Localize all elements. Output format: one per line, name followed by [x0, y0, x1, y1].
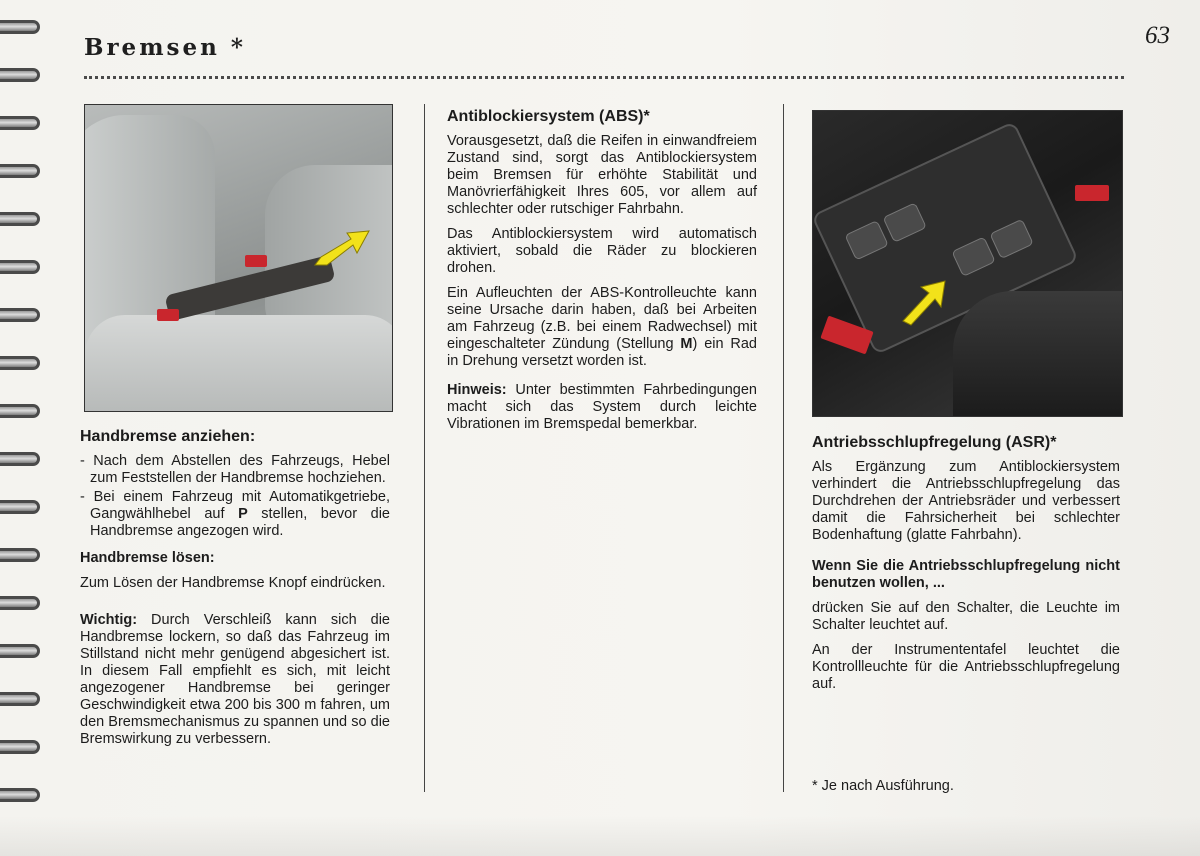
yellow-arrow-icon: [899, 277, 949, 327]
abs-paragraph-1: Vorausgesetzt, daß die Reifen in einwandfreiem Zustand sind, sorgt das Antiblockiersystem beim Bremsen für erhöhte Stabilität und Manövrierfähigkeit Ihres 605, vor allem auf schlechter oder rutschiger Fahrbahn.: [447, 133, 757, 217]
column-divider-1: [424, 104, 425, 792]
handbrake-release-heading: Handbremse lösen:: [80, 550, 215, 566]
footnote: * Je nach Ausführung.: [812, 778, 954, 794]
abs-paragraph-3: Ein Aufleuchten der ABS-Kontrolleuchte kann seine Ursache darin haben, daß bei Arbeiten am Fahrzeug (z.B. bei einem Radwechsel) mit eingeschalteter Zündung (Stellung M) ein Rad in Drehung versetzt worden ist.: [447, 285, 757, 369]
asr-heading: Antriebsschlupfregelung (ASR)*: [812, 434, 1057, 451]
asr-paragraph-3: An der Instrumententafel leuchtet die Kontrollleuchte für die Antriebsschlupfregelung auf.: [812, 642, 1120, 692]
abs-heading: Antiblockiersystem (ABS)*: [447, 108, 650, 125]
important-note: Wichtig: Durch Verschleiß kann sich die Handbremse lockern, so daß das Fahrzeug im Stillstand nicht mehr genügend abgesichert ist. In diesem Fall empfiehlt es sich, mit leicht angezogener Handbremse bei geringer Geschwindigkeit etwa 200 bis 300 m fahren, um den Bremsmechanismus zu spannen und so die Bremswirkung zu verbessern.: [80, 612, 390, 747]
abs-hint: Hinweis: Unter bestimmten Fahrbedingungen macht sich das System durch leichte Vibrationen im Bremspedal bemerkbar.: [447, 382, 757, 432]
asr-paragraph-2: drücken Sie auf den Schalter, die Leuchte im Schalter leuchtet auf.: [812, 600, 1120, 633]
title-divider: [84, 76, 1124, 79]
handbrake-step-2: - Bei einem Fahrzeug mit Automatikgetriebe, Gangwählhebel auf P stellen, bevor die Handbremse angezogen wird.: [80, 489, 390, 539]
asr-paragraph-1: Als Ergänzung zum Antiblockiersystem verhindert die Antriebsschlupfregelung das Durchdrehen der Antriebsräder und verbessert damit die Fahrsicherheit bei schlechter Bodenhaftung (glatte Fahrbahn).: [812, 459, 1120, 543]
handbrake-step-1: - Nach dem Abstellen des Fahrzeugs, Hebel zum Feststellen der Handbremse hochziehen.: [80, 453, 390, 486]
handbrake-release-text: Zum Lösen der Handbremse Knopf eindrücken.: [80, 575, 386, 591]
asr-subheading: Wenn Sie die Antriebsschlupfregelung nicht benutzen wollen, ...: [812, 558, 1120, 591]
yellow-arrow-icon: [313, 227, 373, 267]
handbrake-apply-heading: Handbremse anziehen:: [80, 428, 256, 445]
handbrake-photo: [84, 104, 393, 412]
handbrake-section: [80, 428, 390, 756]
spiral-binding: [0, 20, 44, 820]
asr-switch-photo: [812, 110, 1123, 417]
page-number: 63: [1145, 22, 1170, 49]
page-shadow: [0, 816, 1200, 856]
column-divider-2: [783, 104, 784, 792]
abs-section: [447, 108, 757, 441]
page-title: Bremsen *: [84, 34, 246, 61]
asr-section: [812, 434, 1120, 701]
abs-paragraph-2: Das Antiblockiersystem wird automatisch aktiviert, sobald die Räder zu blockieren drohen.: [447, 226, 757, 276]
